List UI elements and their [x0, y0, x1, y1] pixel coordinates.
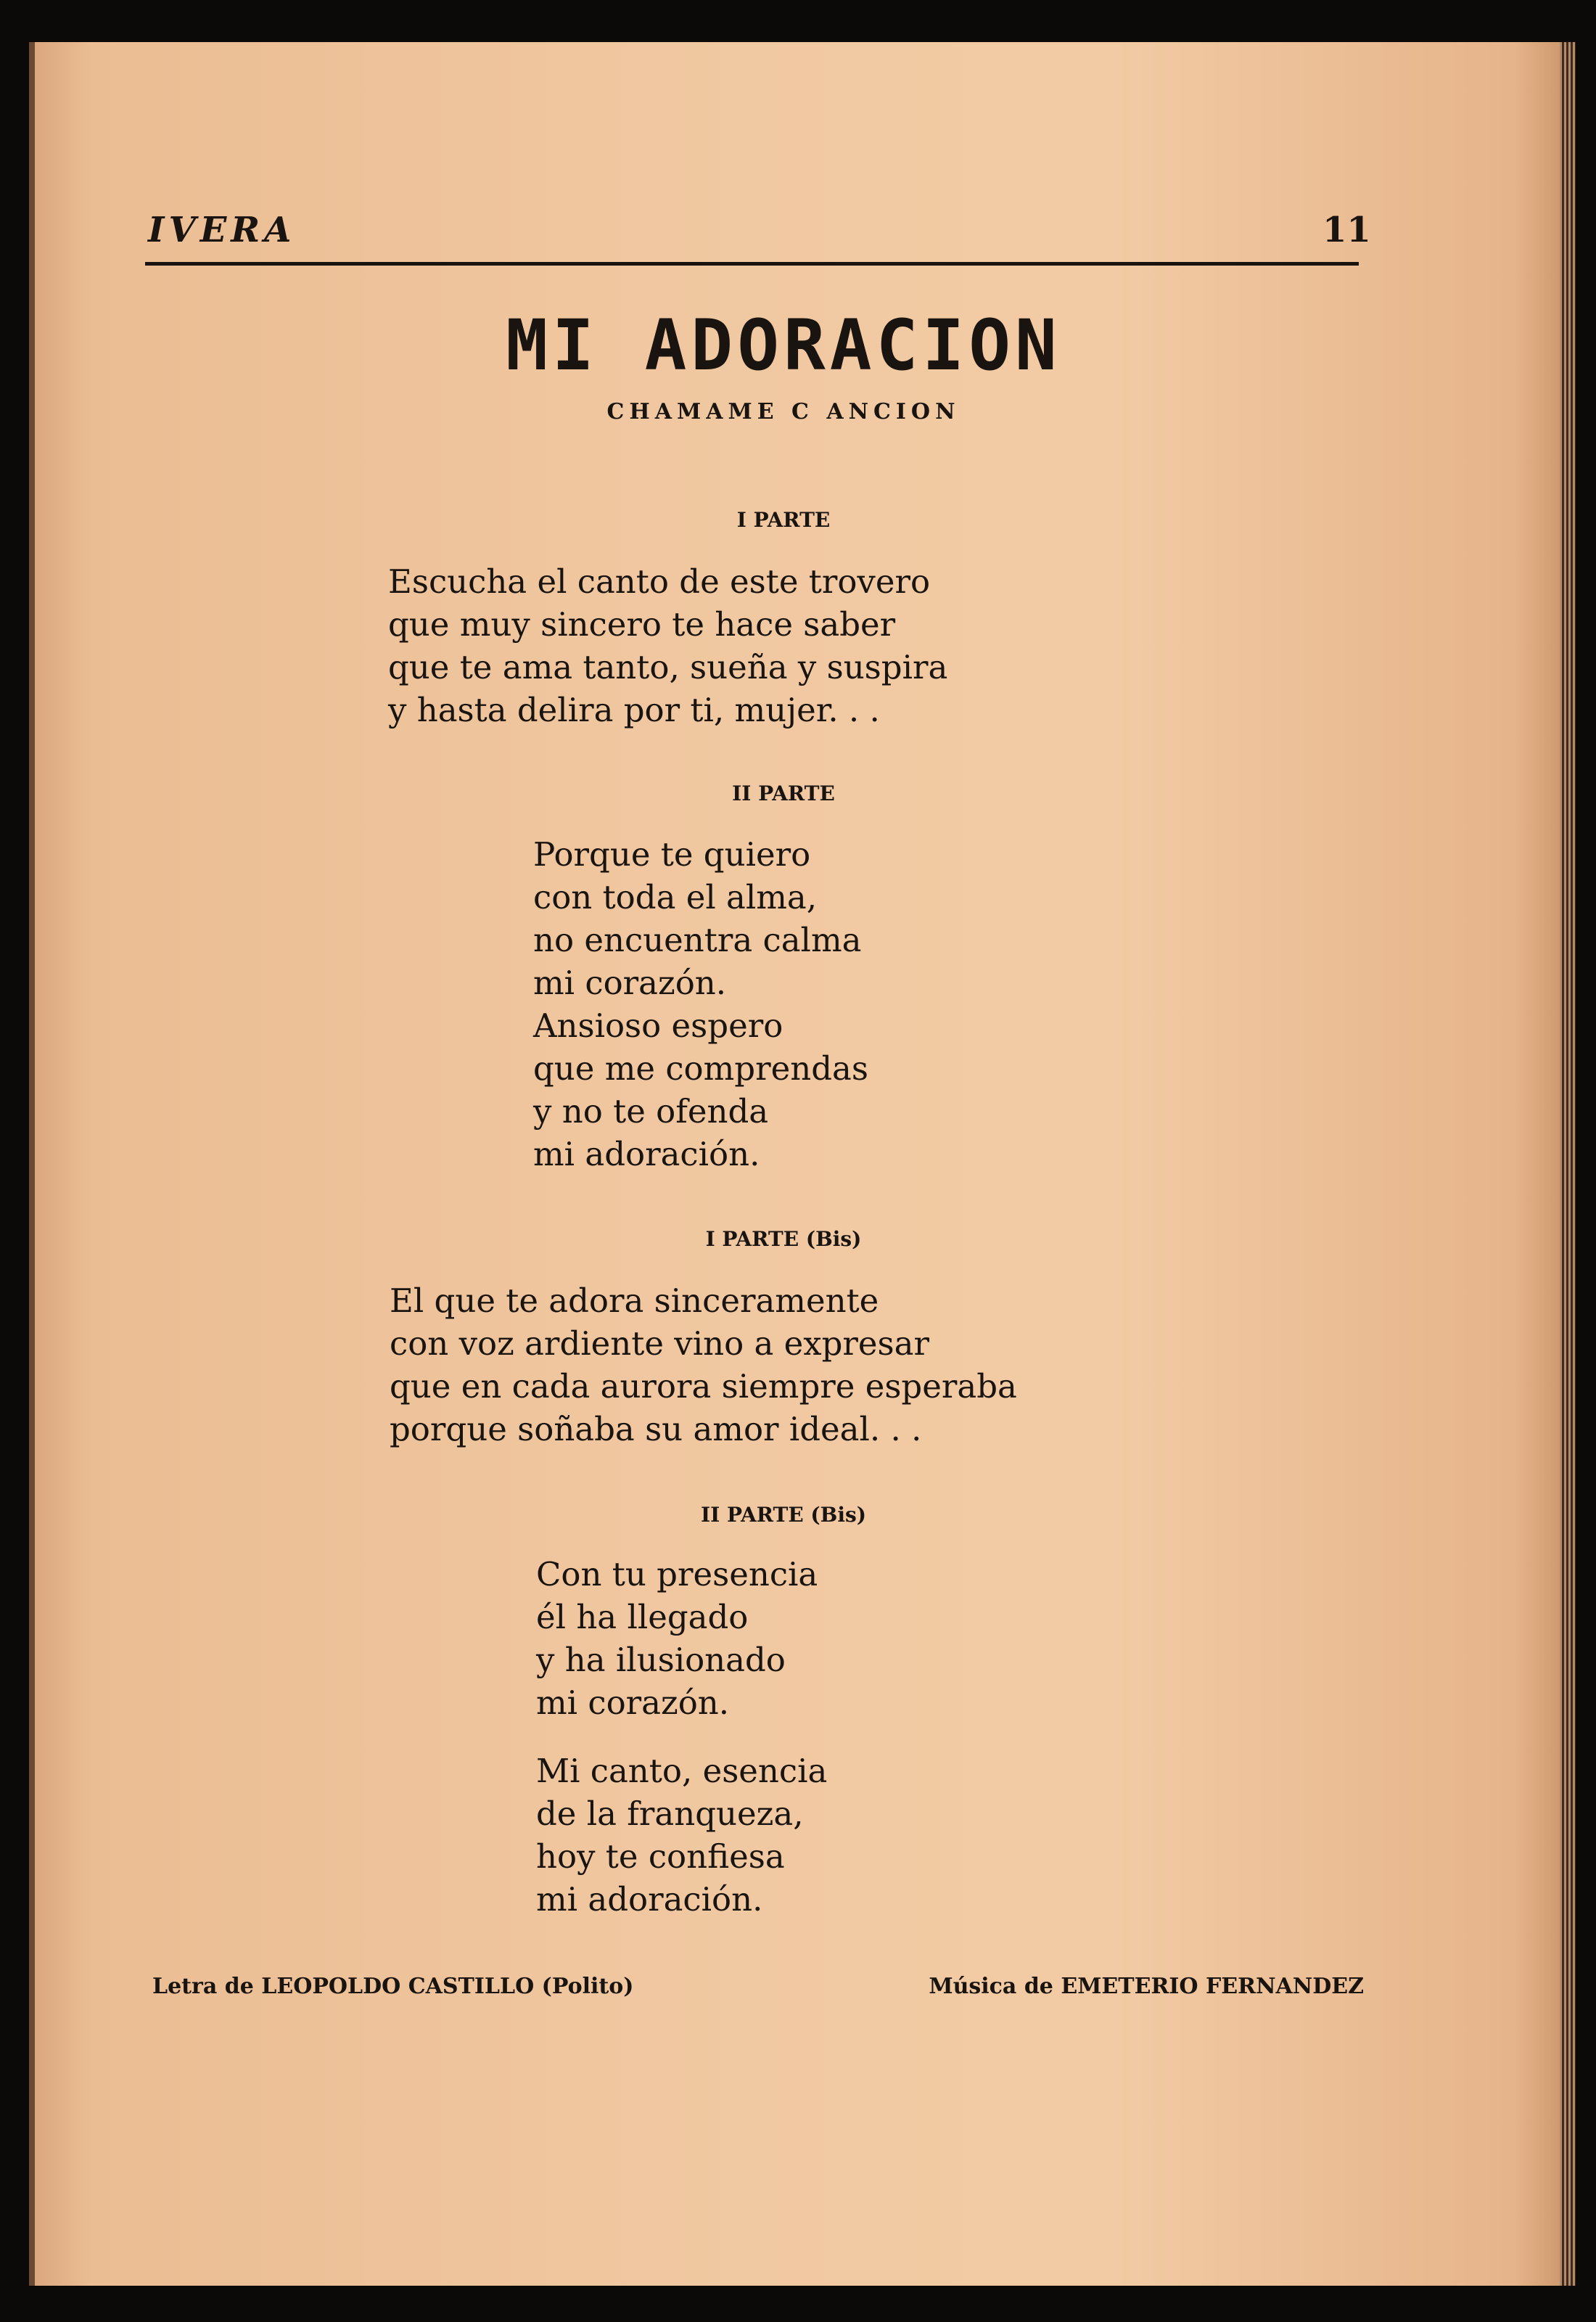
running-title: IVERA — [148, 210, 296, 250]
stanza-1 — [388, 560, 947, 731]
stanza-5 — [536, 1749, 827, 1921]
verse-line: y no te ofenda — [533, 1092, 769, 1131]
verse-line: él ha llegado — [536, 1598, 749, 1636]
verse-line: que en cada aurora siempre esperaba — [390, 1367, 1017, 1406]
verse-line: Escucha el canto de este trovero — [388, 562, 931, 601]
verse-line: que muy sincero te hace saber — [388, 605, 896, 644]
verse-line: Ansioso espero — [533, 1006, 783, 1045]
verse-line: porque soñaba su amor ideal. . . — [390, 1410, 922, 1448]
stanza-2 — [533, 833, 868, 1176]
page-number: 11 — [1323, 210, 1371, 250]
verse-line: mi adoración. — [536, 1880, 763, 1919]
section-heading: II PARTE (Bis) — [701, 1503, 866, 1527]
verse-line: mi corazón. — [533, 964, 727, 1002]
verse-line: mi adoración. — [533, 1135, 760, 1173]
section-heading: I PARTE (Bis) — [705, 1227, 862, 1251]
verse-line: hoy te confiesa — [536, 1837, 785, 1876]
verse-line: con toda el alma, — [533, 878, 818, 916]
verse-line: mi corazón. — [536, 1683, 730, 1722]
stanza-3 — [390, 1279, 1017, 1451]
verse-line: de la franqueza, — [536, 1794, 804, 1833]
section-heading: II PARTE — [732, 781, 835, 805]
book-page — [29, 42, 1560, 2286]
verse-line: no encuentra calma — [533, 921, 862, 959]
section-heading: I PARTE — [736, 508, 831, 532]
header-rule — [145, 262, 1359, 266]
verse-line: Mi canto, esencia — [536, 1752, 828, 1790]
book-spine — [29, 42, 35, 2286]
music-credit: Música de EMETERIO FERNANDEZ — [929, 1974, 1364, 1999]
verse-line: y hasta delira por ti, mujer. . . — [388, 691, 880, 729]
lyrics-credit: Letra de LEOPOLDO CASTILLO (Polito) — [152, 1974, 634, 1999]
stanza-4 — [536, 1553, 818, 1724]
verse-line: Porque te quiero — [533, 835, 811, 874]
verse-line: con voz ardiente vino a expresar — [390, 1324, 929, 1363]
song-title: MI ADORACION — [506, 305, 1061, 386]
verse-line: que te ama tanto, sueña y suspira — [388, 648, 948, 686]
verse-line: que me comprendas — [533, 1049, 868, 1088]
verse-line: El que te adora sinceramente — [390, 1281, 879, 1320]
verse-line: Con tu presencia — [536, 1555, 818, 1593]
song-genre: CHAMAME C ANCION — [606, 399, 961, 424]
verse-line: y ha ilusionado — [536, 1641, 786, 1679]
page-edges — [1560, 42, 1576, 2286]
